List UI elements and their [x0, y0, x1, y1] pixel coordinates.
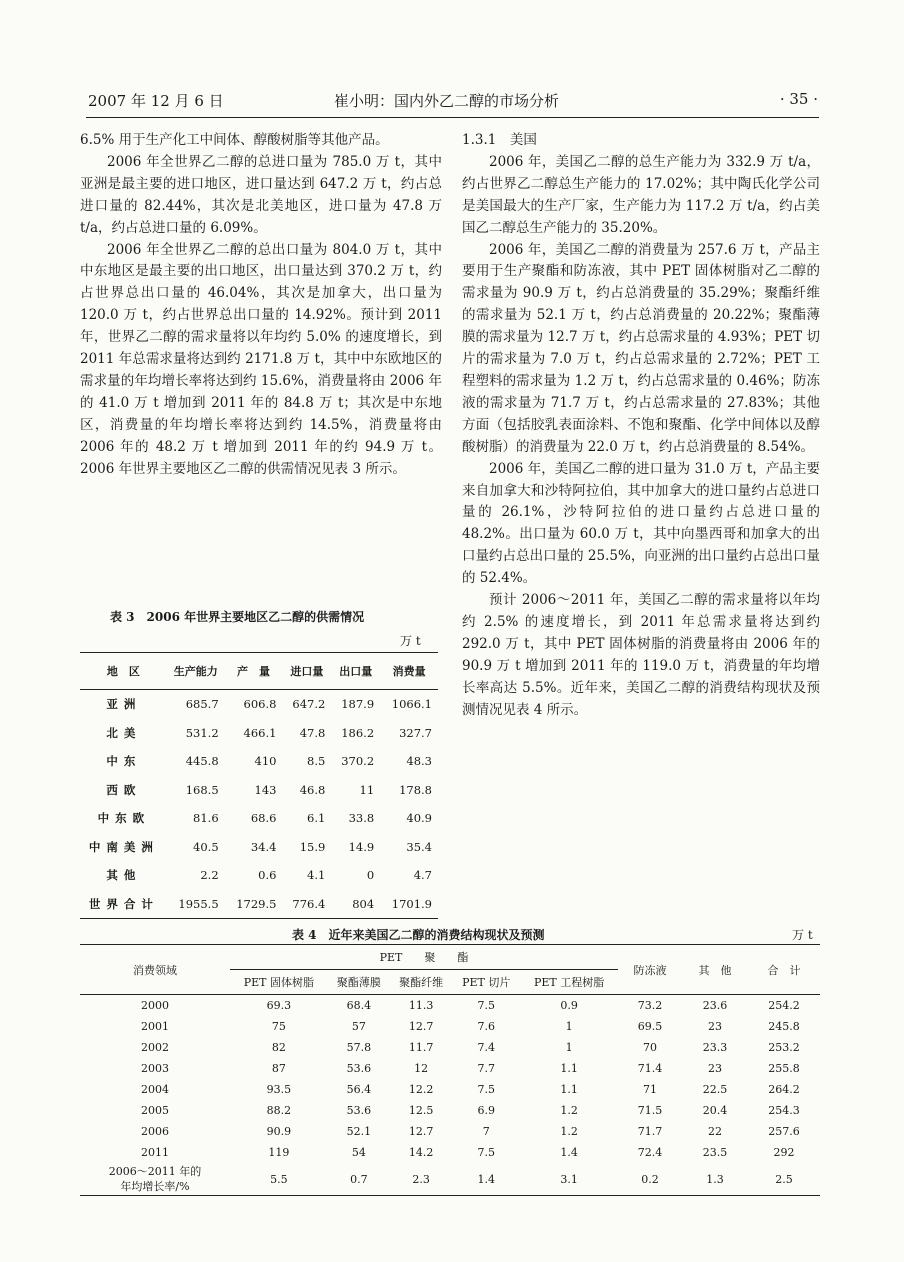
table4-cell: 69.3: [266, 999, 292, 1012]
table3-cell: 606.8: [243, 697, 277, 712]
paragraph: 2006 年，美国乙二醇的进口量为 31.0 万 t，产品主要来自加拿大和沙特阿拉伯，其中加拿大的进口量约占总进口量的 26.1%，沙特阿拉伯的进口量约占总进口量的 48.2%。出口量为 60.0 万 t，其中向墨西哥和加拿大的出口量约占总出口量的 25.5%，向亚洲的出口量约占总出口量的 52.4%。: [462, 460, 820, 587]
table4-header-total: 合 计: [748, 945, 820, 995]
table4-cell: 12: [414, 1062, 429, 1075]
table4-cell: 75: [271, 1020, 286, 1033]
table3-cell: 804: [352, 896, 375, 911]
table4-cell: 254.2: [768, 999, 800, 1012]
table3-unit: 万 t: [400, 634, 421, 648]
table4-cell: 53.6: [346, 1062, 372, 1075]
table3-caption: 表 3 2006 年世界主要地区乙二醇的供需情况: [110, 610, 365, 624]
paragraph: 6.5% 用于生产化工中间体、醇酸树脂等其他产品。: [80, 132, 389, 148]
table4-cell: 22.5: [702, 1083, 728, 1096]
table3-region-cell: 北美: [106, 725, 142, 740]
table4-cell: 69.5: [637, 1020, 663, 1033]
table4-unit: 万 t: [792, 928, 813, 942]
table3-header-cell: 生产能力: [167, 653, 225, 690]
table3-cell: 186.2: [341, 725, 375, 740]
table4-cell: 52.1: [346, 1125, 372, 1138]
table4-cell: 68.4: [346, 999, 372, 1012]
table4-cell: 1: [565, 1041, 573, 1054]
table3-header-cell: 地 区: [80, 653, 167, 690]
table4-subheader-cell: PET 切片: [452, 970, 520, 995]
left-column: [80, 130, 442, 481]
table4-growth-label: [80, 1163, 230, 1196]
header-date: 2007 年 12 月 6 日: [88, 92, 224, 110]
table3-cell: 647.2: [292, 697, 326, 712]
table4-cell: 23.5: [702, 1146, 728, 1159]
table3-row: [80, 833, 438, 862]
table4-cell: 11.7: [408, 1041, 434, 1054]
table3-cell: 531.2: [185, 725, 219, 740]
table3-region-cell: 西欧: [106, 782, 142, 797]
table4: [80, 944, 820, 1196]
table4-cell: 12.2: [408, 1083, 434, 1096]
table3-cell: 40.5: [193, 839, 219, 854]
table4-cell: 82: [271, 1041, 286, 1054]
table4-subheader-cell: PET 固体树脂: [230, 970, 328, 995]
header-rule: [86, 117, 819, 118]
table3-cell: 143: [254, 782, 277, 797]
table3-region-cell: 亚洲: [106, 697, 142, 712]
table4-year-cell: 2000: [141, 999, 169, 1012]
paragraph: 2006 年全世界乙二醇的总出口量为 804.0 万 t，其中中东地区是最主要的出口地区，出口量达到 370.2 万 t，约占世界总出口量的 46.04%，其次是加拿大，出口量为 120.0 万 t，约占世界总出口量的 14.92%。预计到 2011 年，世界乙二醇的需求量将以年均约 5.0% 的速度增长，到 2011 年总需求量将达到约 2171.8 万 t，其中中东欧地区的需求量的年均增长率将达到约 15.6%，消费量将由 2006 年的 41.0 万 t 增加到 2011 年的 84.8 万 t；其次是中东地区，消费量的年均增长率将达到约 14.5%，消费量将由 2006 年的 48.2 万 t 增加到 2011 年的约 94.9 万 t。2006 年世界主要地区乙二醇的供需情况见表 3 所示。: [80, 241, 442, 477]
table4-row: [80, 995, 820, 1017]
table4-growth-cell: 1.3: [706, 1172, 724, 1186]
table4-cell: 245.8: [768, 1020, 800, 1033]
table3-cell: 178.8: [399, 782, 432, 797]
growth-label-line1: 2006～2011 年的: [108, 1165, 202, 1178]
table4-cell: 71: [643, 1083, 657, 1096]
table4-year-cell: 2001: [141, 1020, 169, 1033]
table3-cell: 4.1: [307, 868, 326, 883]
table4-cell: 87: [271, 1062, 286, 1075]
table4-cell: 12.7: [408, 1125, 434, 1138]
table3-row: [80, 690, 438, 719]
table3-row: [80, 861, 438, 890]
table4-cell: 72.4: [637, 1146, 663, 1159]
table4-subheader-cell: PET 工程树脂: [520, 970, 618, 995]
table3-cell: 11: [359, 782, 375, 797]
table3-cell: 187.9: [341, 697, 375, 712]
right-column: [462, 130, 820, 721]
table3-cell: 14.9: [348, 839, 375, 854]
table4-cell: 90.9: [266, 1125, 292, 1138]
table4-cell: 7.4: [477, 1041, 495, 1054]
table4-growth-cell: 2.3: [412, 1172, 430, 1186]
table4-cell: 7.6: [477, 1020, 495, 1033]
table4-cell: 23.3: [702, 1041, 728, 1054]
table4-cell: 56.4: [346, 1083, 372, 1096]
table3-cell: 0: [366, 868, 375, 883]
table4-growth-row: [80, 1163, 820, 1196]
table4-cell: 254.3: [768, 1104, 800, 1117]
table4-cell: 71.5: [637, 1104, 663, 1117]
table3-cell: 34.4: [250, 839, 277, 854]
table3-header-cell: 进口量: [282, 653, 331, 690]
table4-cell: 0.9: [560, 999, 578, 1012]
table3-region-cell: 中东欧: [97, 811, 151, 826]
table3-cell: 47.8: [299, 725, 326, 740]
table4-cell: 7.5: [477, 1083, 495, 1096]
table3-header-cell: 消费量: [380, 653, 438, 690]
paragraph: 2006 年，美国乙二醇的消费量为 257.6 万 t，产品主要用于生产聚酯和防冻液，其中 PET 固体树脂对乙二醇的需求量为 90.9 万 t，约占总消费量的 35.29%；聚酯纤维的需求量为 52.1 万 t，约占总消费量的 20.22%；聚酯薄膜的需求量为 12.7 万 t，约占总需求量的 4.93%；PET 切片的需求量为 7.0 万 t，约占总需求量的 2.72%；PET 工程塑料的需求量为 1.2 万 t，约占总需求量的 0.46%；防冻液的需求量为 71.7 万 t，约占总需求量的 27.83%；其他方面（包括胶乳表面涂料、不饱和聚酯、化学中间体以及醇酸树脂）的消费量为 22.0 万 t，约占总消费量的 8.54%。: [462, 241, 820, 455]
table4-cell: 257.6: [768, 1125, 800, 1138]
paragraph: 预计 2006～2011 年，美国乙二醇的需求量将以年均约 2.5% 的速度增长，到 2011 年总需求量将达到约 292.0 万 t，其中 PET 固体树脂的消费量将由 2006 年的 90.9 万 t 增加到 2011 年的 119.0 万 t，消费量的年均增长率高达 5.5%。近年来，美国乙二醇的消费结构现状及预测情况见表 4 所示。: [462, 592, 820, 718]
table4-body: [80, 995, 820, 1196]
table4-cell: 6.9: [477, 1104, 495, 1117]
table3-cell: 370.2: [341, 754, 375, 769]
table4-cell: 7.5: [477, 999, 495, 1012]
table3-region-cell: 中南美洲: [88, 839, 159, 854]
table3-header-cell: 产 量: [225, 653, 283, 690]
table4-cell: 7.5: [477, 1146, 495, 1159]
table4-cell: 71.4: [637, 1062, 663, 1075]
table4-cell: 7.7: [477, 1062, 495, 1075]
table3-cell: 48.3: [406, 754, 432, 769]
table4-header-row: [80, 945, 820, 970]
table3-cell: 1701.9: [391, 896, 432, 911]
table4-year-cell: 2006: [141, 1125, 169, 1138]
table4-cell: 119: [268, 1146, 290, 1159]
table4-year-cell: 2011: [141, 1146, 169, 1159]
table3-cell: 2.2: [200, 868, 219, 883]
table4-cell: 23: [708, 1020, 722, 1033]
table4-cell: 12.5: [408, 1104, 434, 1117]
table4-growth-cell: 0.2: [641, 1172, 659, 1186]
table4-subheader-cell: 聚酯薄膜: [328, 970, 390, 995]
running-header: [88, 90, 818, 114]
table4-row: [80, 1100, 820, 1121]
table3-row: [80, 890, 438, 919]
table3-body: [80, 690, 438, 919]
table3-cell: 40.9: [406, 811, 432, 826]
table4-row: [80, 1058, 820, 1079]
table4-growth-cell: 2.5: [775, 1172, 793, 1186]
growth-label-line2: 年均增长率/%: [120, 1180, 190, 1193]
table4-year-cell: 2003: [141, 1062, 169, 1075]
paragraph: 2006 年全世界乙二醇的总进口量为 785.0 万 t，其中亚洲是最主要的进口地区，进口量达到 647.2 万 t，约占总进口量的 82.44%，其次是北美地区，进口量为 47.8 万 t/a，约占总进口量的 6.09%。: [80, 153, 442, 236]
table4-cell: 292: [773, 1146, 795, 1159]
table4-header-area: 消费领域: [80, 945, 230, 995]
table4-cell: 1: [565, 1020, 573, 1033]
table4-subheader-cell: 聚酯纤维: [390, 970, 452, 995]
table3-cell: 0.6: [258, 868, 277, 883]
table4-header-other: 其 他: [682, 945, 748, 995]
table3-cell: 410: [254, 754, 277, 769]
table4-year-cell: 2002: [141, 1041, 169, 1054]
table4-cell: 22: [708, 1125, 722, 1138]
table4-growth-cell: 1.4: [477, 1172, 495, 1186]
table4-cell: 57.8: [346, 1041, 372, 1054]
page-number: · 35 ·: [779, 90, 818, 108]
table4-caption: 表 4 近年来美国乙二醇的消费结构现状及预测: [292, 928, 545, 942]
table3-cell: 4.7: [413, 868, 432, 883]
table4-row: [80, 1037, 820, 1058]
table3-cell: 1729.5: [236, 896, 277, 911]
table4-cell: 253.2: [768, 1041, 800, 1054]
table3-cell: 15.9: [299, 839, 326, 854]
table4-year-cell: 2005: [141, 1104, 169, 1117]
table4-header-antifreeze: 防冻液: [618, 945, 682, 995]
table3-cell: 81.6: [193, 811, 219, 826]
table3-cell: 33.8: [348, 811, 375, 826]
table3-header-cell: 出口量: [331, 653, 380, 690]
table4-cell: 264.2: [768, 1083, 800, 1096]
section-heading: 1.3.1 美国: [462, 132, 537, 148]
table4-row: [80, 1079, 820, 1100]
table4-cell: 57: [351, 1020, 366, 1033]
table4-cell: 23: [708, 1062, 722, 1075]
table4-cell: 73.2: [637, 999, 663, 1012]
table3-cell: 8.5: [307, 754, 326, 769]
table4-cell: 20.4: [702, 1104, 728, 1117]
table4-cell: 1.1: [560, 1083, 578, 1096]
table4-growth-cell: 0.7: [350, 1172, 368, 1186]
table4-row: [80, 1121, 820, 1142]
table3-cell: 35.4: [406, 839, 432, 854]
table4-cell: 1.2: [560, 1104, 578, 1117]
table3-cell: 1066.1: [391, 697, 432, 712]
table4-cell: 54: [351, 1146, 366, 1159]
table3: [80, 652, 438, 919]
table4-header-group: PET 聚 酯: [230, 945, 618, 970]
table3-cell: 168.5: [185, 782, 219, 797]
table3-cell: 776.4: [292, 896, 326, 911]
table3-row: [80, 747, 438, 776]
table3-region-cell: 中东: [106, 754, 142, 769]
table4-cell: 255.8: [768, 1062, 800, 1075]
table4-growth-cell: 3.1: [560, 1172, 578, 1186]
table3-header-row: [80, 653, 438, 690]
paragraph: 2006 年，美国乙二醇的总生产能力为 332.9 万 t/a，约占世界乙二醇总生产能力的 17.02%；其中陶氏化学公司是美国最大的生产厂家，生产能力为 117.2 万 t/a，约占美国乙二醇总生产能力的 35.20%。: [462, 153, 820, 236]
table3-cell: 68.6: [250, 811, 277, 826]
table4-cell: 11.3: [408, 999, 434, 1012]
table4-cell: 71.7: [637, 1125, 663, 1138]
table3-region-cell: 其他: [106, 868, 142, 883]
table4-cell: 12.7: [408, 1020, 434, 1033]
table4-cell: 1.4: [560, 1146, 578, 1159]
table4-cell: 1.1: [560, 1062, 578, 1075]
table3-cell: 46.8: [299, 782, 326, 797]
table3-row: [80, 804, 438, 833]
table3-region-cell: 世界合计: [88, 896, 159, 911]
table4-cell: 7: [482, 1125, 490, 1138]
table4-cell: 23.6: [702, 999, 728, 1012]
table3-cell: 466.1: [243, 725, 277, 740]
table3-cell: 327.7: [399, 725, 432, 740]
table4-cell: 14.2: [408, 1146, 434, 1159]
table4-cell: 70: [643, 1041, 657, 1054]
table4-row: [80, 1016, 820, 1037]
table4-cell: 93.5: [266, 1083, 292, 1096]
table3-cell: 6.1: [307, 811, 326, 826]
table3-row: [80, 719, 438, 748]
table4-cell: 1.2: [560, 1125, 578, 1138]
table4-growth-cell: 5.5: [270, 1172, 288, 1186]
table3-cell: 1955.5: [178, 896, 219, 911]
table4-year-cell: 2004: [141, 1083, 169, 1096]
table3-cell: 685.7: [185, 697, 219, 712]
table4-cell: 53.6: [346, 1104, 372, 1117]
table4-cell: 88.2: [266, 1104, 292, 1117]
header-title: 崔小明：国内外乙二醇的市场分析: [334, 92, 560, 110]
table3-row: [80, 776, 438, 805]
table3-cell: 445.8: [185, 754, 219, 769]
table4-row: [80, 1142, 820, 1163]
